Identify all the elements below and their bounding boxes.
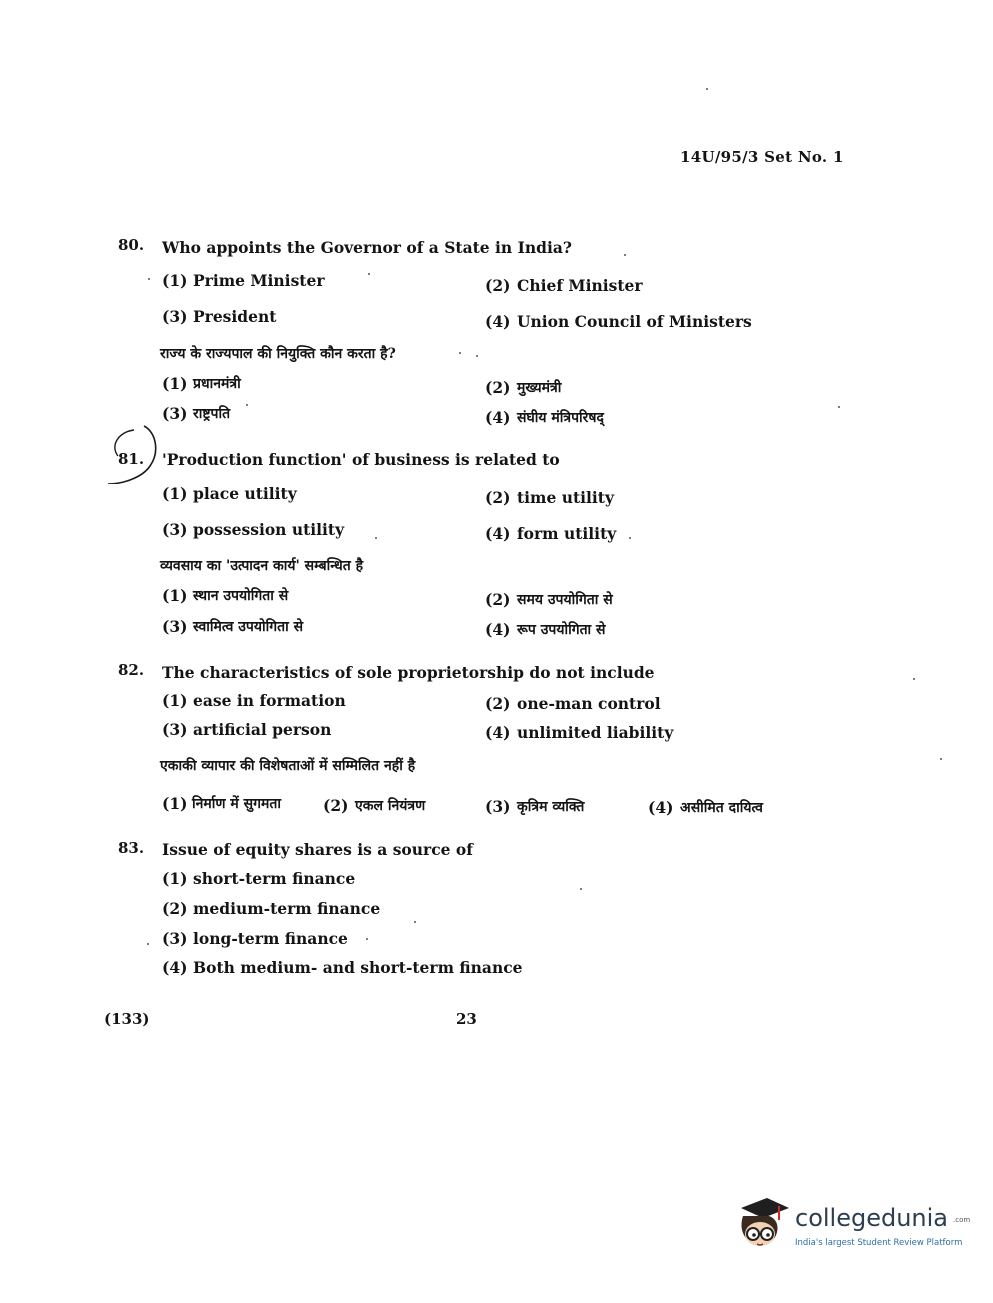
option-label: (2): [162, 899, 188, 918]
option-text: short-term finance: [193, 869, 356, 888]
hindi-option-text: स्वामित्व उपयोगिता से: [193, 619, 304, 635]
hindi-option-text: रूप उपयोगिता से: [517, 622, 606, 638]
hindi-option-label: (2): [485, 378, 511, 397]
option-label: (2): [485, 276, 511, 295]
scan-speck: [940, 758, 942, 760]
option-label: (3): [162, 520, 188, 539]
hindi-option-text: मुख्यमंत्री: [517, 380, 562, 396]
hindi-option-label: (3): [162, 404, 188, 423]
option-text: possession utility: [193, 520, 345, 539]
brand-tagline: India's largest Student Review Platform: [795, 1238, 963, 1248]
question-text: 'Production function' of business is related to: [162, 450, 560, 469]
option-text: form utility: [517, 524, 617, 543]
hindi-option-label: (1): [162, 586, 188, 605]
question-number: 80.: [118, 236, 145, 254]
hindi-option-text: स्थान उपयोगिता से: [193, 588, 289, 604]
hindi-option-text: असीमित दायित्व: [680, 800, 763, 816]
hindi-option-text: संघीय मंत्रिपरिषद्: [517, 410, 604, 426]
hindi-option-label: (4): [485, 620, 511, 639]
scan-speck: [580, 888, 582, 890]
question-number: 82.: [118, 661, 145, 679]
scan-speck: [375, 537, 377, 539]
option-text: one-man control: [517, 694, 661, 713]
scan-speck: [629, 537, 631, 539]
hindi-option-label: (1): [162, 374, 188, 393]
option-label: (1): [162, 271, 188, 290]
scan-speck: [459, 352, 461, 354]
question-text: Who appoints the Governor of a State in India?: [162, 238, 572, 257]
option-text: unlimited liability: [517, 723, 674, 742]
page-number: 23: [456, 1010, 477, 1028]
scan-speck: [913, 678, 915, 680]
scan-speck: [368, 273, 370, 275]
option-text: medium-term finance: [193, 899, 381, 918]
option-label: (1): [162, 691, 188, 710]
hindi-option-text: कृत्रिम व्यक्ति: [517, 799, 585, 815]
scan-speck: [624, 254, 626, 256]
hindi-question-text: व्यवसाय का 'उत्पादन कार्य' सम्बन्धित है: [160, 558, 364, 574]
hindi-option-label: (2): [323, 796, 349, 815]
question-number: 83.: [118, 839, 145, 857]
hindi-option-label: (1): [162, 794, 188, 813]
option-label: (1): [162, 484, 188, 503]
paper-code: (133): [104, 1010, 150, 1028]
option-text: long-term finance: [193, 929, 348, 948]
hindi-option-text: प्रधानमंत्री: [193, 376, 241, 392]
option-label: (4): [485, 524, 511, 543]
brand-name: collegedunia: [795, 1204, 949, 1232]
hindi-question-text: राज्य के राज्यपाल की नियुक्ति कौन करता है?: [160, 346, 396, 362]
hindi-option-label: (3): [485, 797, 511, 816]
scan-speck: [148, 278, 150, 280]
option-label: (1): [162, 869, 188, 888]
set-number: 14U/95/3 Set No. 1: [680, 148, 844, 166]
option-text: ease in formation: [193, 691, 346, 710]
scan-speck: [414, 921, 416, 923]
option-label: (2): [485, 488, 511, 507]
hindi-option-text: निर्माण में सुगमता: [192, 796, 281, 812]
hindi-option-label: (4): [648, 798, 674, 817]
hindi-option-label: (2): [485, 590, 511, 609]
question-text: The characteristics of sole proprietorship do not include: [162, 663, 655, 682]
option-text: time utility: [517, 488, 614, 507]
hindi-option-label: (3): [162, 617, 188, 636]
option-text: Union Council of Ministers: [517, 312, 752, 331]
option-label: (4): [162, 958, 188, 977]
scan-speck: [476, 355, 478, 357]
option-label: (4): [485, 312, 511, 331]
mascot-icon: [733, 1194, 791, 1254]
option-label: (3): [162, 307, 188, 326]
option-text: Prime Minister: [193, 271, 325, 290]
collegedunia-watermark: [733, 1194, 971, 1258]
hindi-option-text: राष्ट्रपति: [193, 406, 231, 422]
option-text: Chief Minister: [517, 276, 643, 295]
hindi-option-text: समय उपयोगिता से: [517, 592, 613, 608]
option-label: (4): [485, 723, 511, 742]
hindi-option-text: एकल नियंत्रण: [355, 798, 426, 814]
scan-speck: [838, 406, 840, 408]
scan-speck: [246, 404, 248, 406]
question-number: 81.: [118, 450, 145, 468]
scan-speck: [147, 943, 149, 945]
option-text: artificial person: [193, 720, 332, 739]
hindi-question-text: एकाकी व्यापार की विशेषताओं में सम्मिलित नहीं है: [160, 758, 416, 774]
brand-domain: .com: [953, 1216, 971, 1224]
option-label: (3): [162, 929, 188, 948]
scan-speck: [366, 938, 368, 940]
option-text: Both medium- and short-term finance: [193, 958, 523, 977]
option-label: (2): [485, 694, 511, 713]
option-text: place utility: [193, 484, 297, 503]
scan-speck: [706, 88, 708, 90]
hindi-option-label: (4): [485, 408, 511, 427]
question-text: Issue of equity shares is a source of: [162, 840, 473, 859]
option-text: President: [193, 307, 277, 326]
option-label: (3): [162, 720, 188, 739]
